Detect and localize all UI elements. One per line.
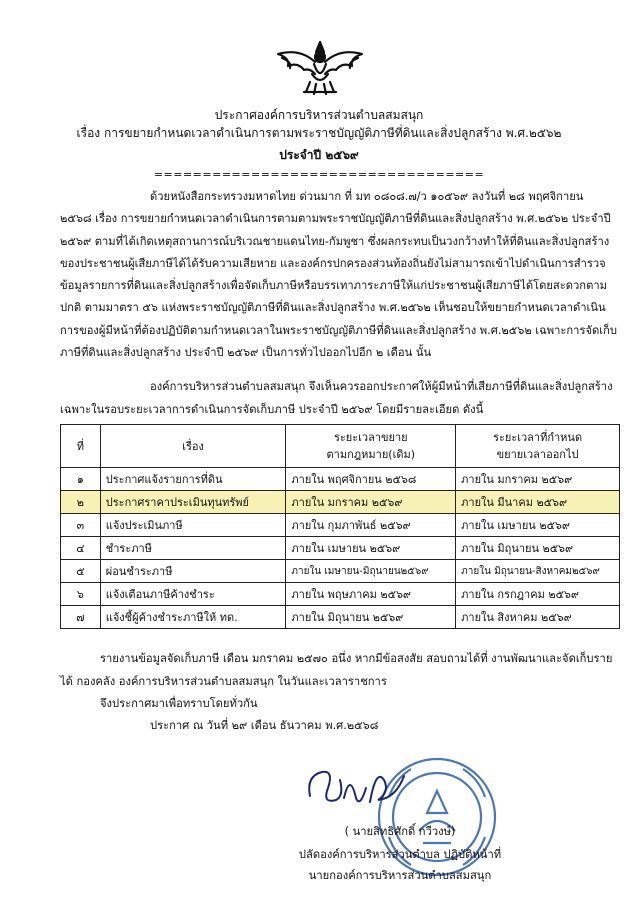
row-extended: ภายใน สิงหาคม ๒๕๖๙ xyxy=(456,606,620,629)
signer-position-acting: ปลัดองค์การบริหารส่วนตำบล ปฏิบัติหน้าที่ xyxy=(298,848,502,861)
row-original: ภายใน เมษายน ๒๕๖๙ xyxy=(286,537,456,560)
announce-line: จึงประกาศมาเพื่อทราบโดยทั่วกัน xyxy=(100,697,258,710)
table-row xyxy=(61,491,620,514)
row-no: ๖ xyxy=(61,583,101,606)
report-contact-line: รายงานข้อมูลจัดเก็บภาษี เดือน มกราคม ๒๕๗๐ อนึ่ง หากมีข้อสงสัย สอบถามได้ที่ งานพัฒนาและจัดเก็บรายได้ กองคลัง องค์การบริหารส่วนตำบลสมสนุก ในวันและเวลาราชการ xyxy=(60,652,613,688)
organization-title: ประกาศองค์การบริหารส่วนตำบลสมสนุก xyxy=(214,108,424,122)
row-original: ภายใน มิถุนายน ๒๕๖๙ xyxy=(286,606,456,629)
row-extended: ภายใน มิถุนายน ๒๕๖๙ xyxy=(456,537,620,560)
row-extended: ภายใน มิถุนายน-สิงหาคม๒๕๖๙ xyxy=(456,560,620,583)
row-item: ประกาศแจ้งรายการที่ดิน xyxy=(100,468,286,491)
row-extended: ภายใน เมษายน ๒๕๖๙ xyxy=(456,514,620,537)
row-no: ๕ xyxy=(61,560,101,583)
fiscal-year-line: ประจำปี ๒๕๖๙ xyxy=(279,148,359,162)
header-original-period: ระยะเวลาขยาย ตามกฎหมาย(เดิม) xyxy=(286,425,456,468)
header-no: ที่ xyxy=(61,425,101,468)
closing-section xyxy=(60,648,620,716)
signer-position-title: นายกองค์การบริหารส่วนตำบลสมสนุก xyxy=(308,869,492,882)
row-extended: ภายใน มกราคม ๒๕๖๙ xyxy=(456,468,620,491)
row-no: ๑ xyxy=(61,468,101,491)
row-no: ๔ xyxy=(61,537,101,560)
table-row xyxy=(61,468,620,491)
paragraph-decision: องค์การบริหารส่วนตำบลสมสนุก จึงเห็นควรออกประกาศให้ผู้มีหน้าที่เสียภาษีที่ดินและสิ่งปลูกสร้างเฉพาะในรอบระยะเวลาการดำเนินการจัดเก็บภาษี ประจำปี ๒๕๖๙ โดยมีรายละเอียด ดังนี้ xyxy=(60,380,613,416)
announcement-body xyxy=(60,186,618,421)
row-no: ๒ xyxy=(61,491,101,514)
table-row xyxy=(61,583,620,606)
table-row xyxy=(61,560,620,583)
row-extended: ภายใน มีนาคม ๒๕๖๙ xyxy=(456,491,620,514)
row-original: ภายใน พฤศจิกายน ๒๕๖๘ xyxy=(286,468,456,491)
row-original: ภายใน มกราคม ๒๕๖๙ xyxy=(286,491,456,514)
row-no: ๗ xyxy=(61,606,101,629)
paragraph-background: ด้วยหนังสือกระทรวงมหาดไทย ด่วนมาก ที่ มท ๐๘๐๘.๗/ว ๑๐๕๖๙ ลงวันที่ ๒๘ พฤศจิกายน ๒๕๖๘ เรื่อง การขยายกำหนดเวลาดำเนินการตามตามพระราชบัญญัติภาษีที่ดินและสิ่งปลูกสร้าง พ.ศ.๒๕๖๒ ประจำปี ๒๕๖๙ ตามที่ได้เกิดเหตุสถานการณ์บริเวณชายแดนไทย-กัมพูชา ซึ่งผลกระทบเป็นวงกว้างทำให้ที่ดินและสิ่งปลูกสร้างของประชาชนผู้เสียภาษีได้ได้รับความเสียหาย และองค์กรปกครองส่วนท้องถิ่นยังไม่สามารถเข้าไปดำเนินการสำรวจข้อมูลรายการที่ดินและสิ่งปลูกสร้างเพื่อจัดเก็บภาษีหรือบรรเทาภาระภาษีให้แก่ประชาชนผู้เสียภาษีได้โดยสะดวกตามปกติ ตามมาตรา ๕๖ แห่งพระราชบัญญัติภาษีที่ดินและสิ่งปลูกสร้าง พ.ศ.๒๕๖๒ เห็นชอบให้ขยายกำหนดเวลาดำเนินการของผู้มีหน้าที่ต้องปฏิบัติตามกำหนดเวลาในพระราชบัญญัติภาษีที่ดินและสิ่งปลูกสร้าง พ.ศ.๒๕๖๒ เฉพาะการจัดเก็บภาษีที่ดินและสิ่งปลูกสร้าง ประจำปี ๒๕๖๙ เป็นการทั่วไปออกไปอีก ๒ เดือน นั้น xyxy=(60,190,617,360)
row-original: ภายใน เมษายน-มิถุนายน๒๕๖๙ xyxy=(286,560,456,583)
signer-name: ( นายสิทธิศักดิ์ กวีวงษ์) xyxy=(344,825,456,838)
row-item: แจ้งประเมินภาษี xyxy=(100,514,286,537)
table-header-row xyxy=(61,425,620,468)
separator-line: ================================== xyxy=(153,168,485,181)
schedule-table xyxy=(60,424,620,629)
row-original: ภายใน กุมภาพันธ์ ๒๕๖๙ xyxy=(286,514,456,537)
header-item: เรื่อง xyxy=(100,425,286,468)
header-extended-period: ระยะเวลาที่กำหนด ขยายเวลาออกไป xyxy=(456,425,620,468)
garuda-emblem-icon xyxy=(270,38,370,98)
handwritten-signature-icon xyxy=(300,758,410,814)
table-row xyxy=(61,514,620,537)
announcement-date: ประกาศ ณ วันที่ ๒๙ เดือน ธันวาคม พ.ศ.๒๕๖๘ xyxy=(150,719,379,732)
row-original: ภายใน พฤษภาคม ๒๕๖๙ xyxy=(286,583,456,606)
row-item: ผ่อนชำระภาษี xyxy=(100,560,286,583)
table-row xyxy=(61,606,620,629)
announcement-subject: เรื่อง การขยายกำหนดเวลาดำเนินการตามพระราชบัญญัติภาษีที่ดินและสิ่งปลูกสร้าง พ.ศ.๒๕๖๒ xyxy=(76,126,562,140)
row-item: ประกาศราคาประเมินทุนทรัพย์ xyxy=(100,491,286,514)
row-extended: ภายใน กรกฎาคม ๒๕๖๙ xyxy=(456,583,620,606)
row-item: แจ้งเตือนภาษีค้างชำระ xyxy=(100,583,286,606)
row-item: ชำระภาษี xyxy=(100,537,286,560)
table-row xyxy=(61,537,620,560)
row-no: ๓ xyxy=(61,514,101,537)
row-item: แจ้งชี้ผู้ค้างชำระภาษีให้ ทด. xyxy=(100,606,286,629)
